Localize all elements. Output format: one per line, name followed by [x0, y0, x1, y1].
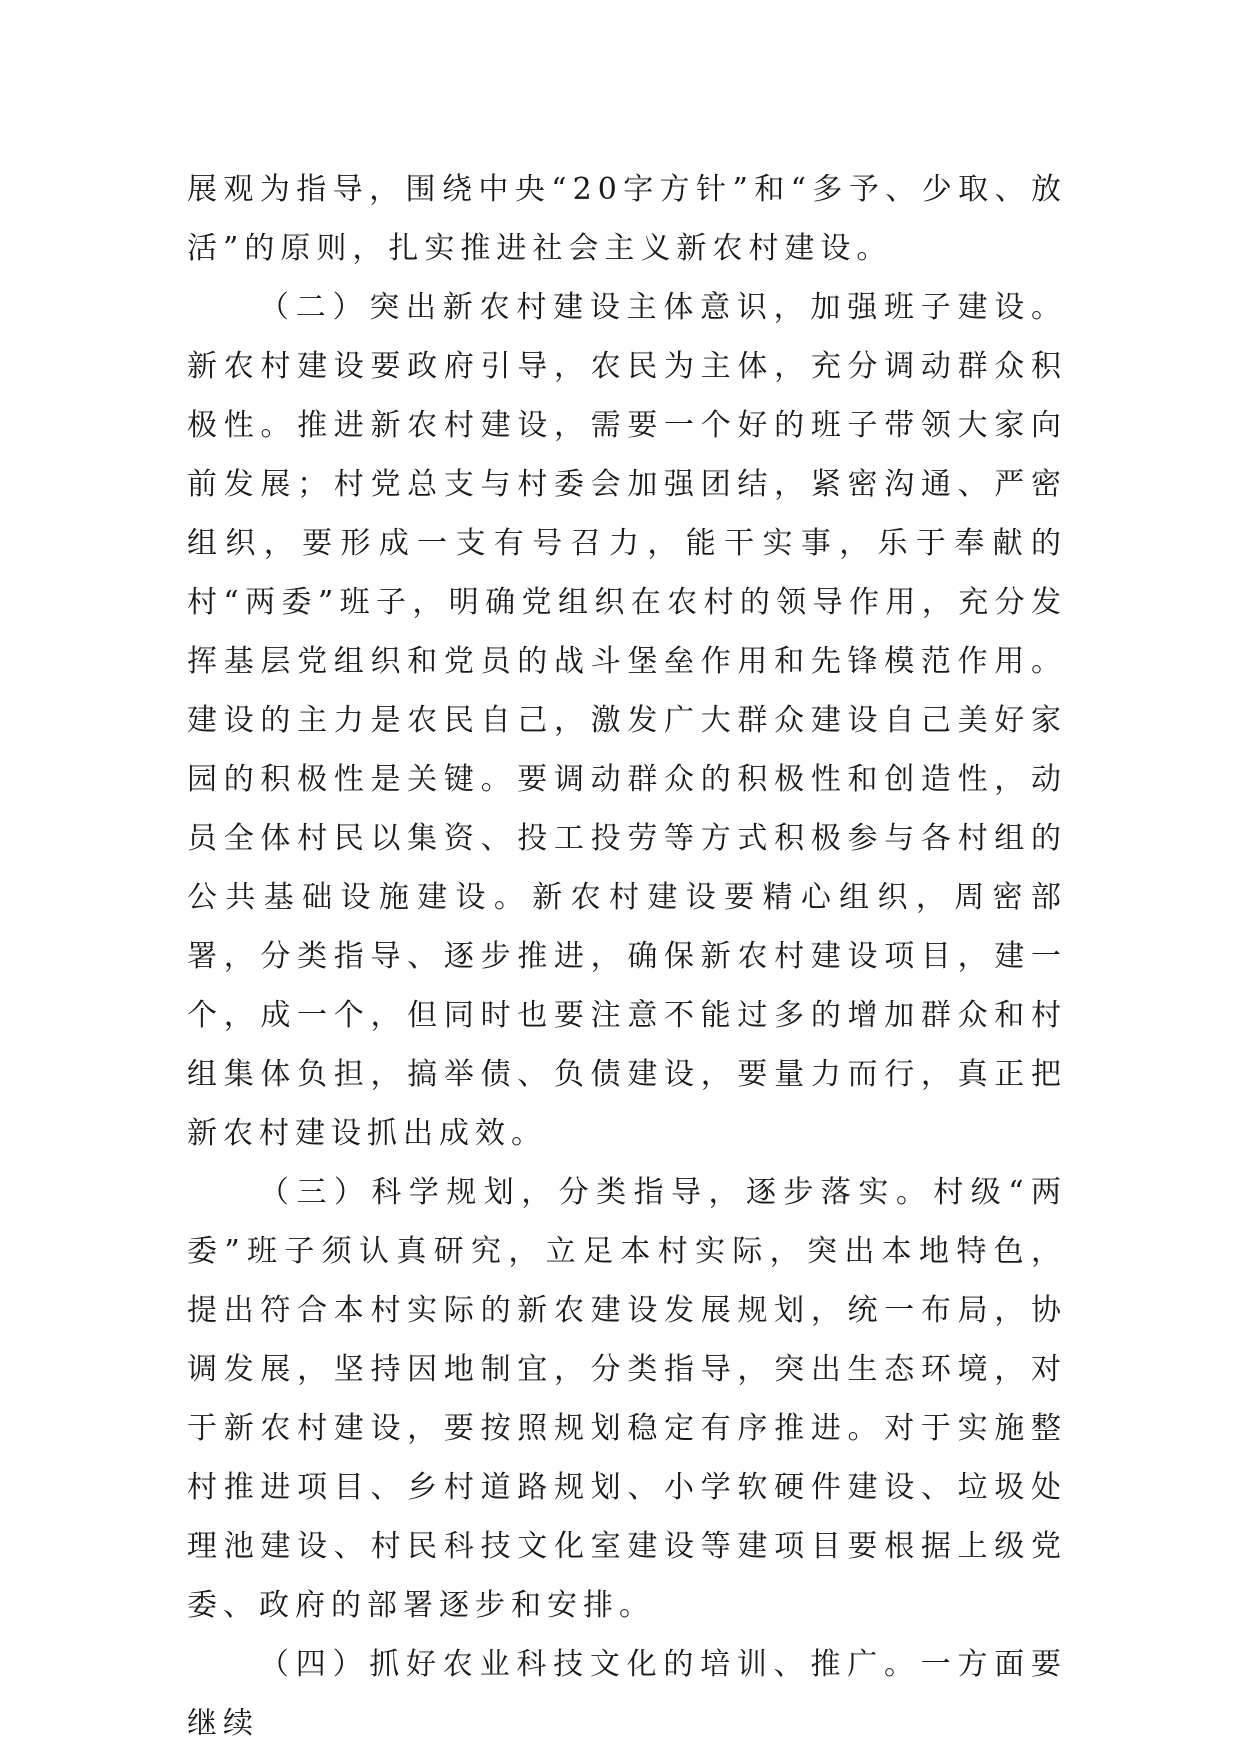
body-text	[187, 160, 1067, 1753]
paragraph-section-4: （四）抓好农业科技文化的培训、推广。一方面要继续	[187, 1647, 1067, 1741]
paragraph-section-3: （三）科学规划，分类指导，逐步落实。村级“两委”班子须认真研究，立足本村实际，突出本地特色，提出符合本村实际的新农建设发展规划，统一布局，协调发展，坚持因地制宜，分类指导，突出生态环境，对于新农村建设，要按照规划稳定有序推进。对于实施整村推进项目、乡村道路规划、小学软硬件建设、垃圾处理池建设、村民科技文化室建设等建项目要根据上级党委、政府的部署逐步和安排。	[187, 1175, 1067, 1623]
paragraph-section-2: （二）突出新农村建设主体意识，加强班子建设。新农村建设要政府引导，农民为主体，充分调动群众积极性。推进新农村建设，需要一个好的班子带领大家向前发展；村党总支与村委会加强团结，紧密沟通、严密组织，要形成一支有号召力，能干实事，乐于奉献的村“两委”班子，明确党组织在农村的领导作用，充分发挥基层党组织和党员的战斗堡垒作用和先锋模范作用。建设的主力是农民自己，激发广大群众建设自己美好家园的积极性是关键。要调动群众的积极性和创造性，动员全体村民以集资、投工投劳等方式积极参与各村组的公共基础设施建设。新农村建设要精心组织，周密部署，分类指导、逐步推进，确保新农村建设项目，建一个，成一个，但同时也要注意不能过多的增加群众和村组集体负担，搞举债、负债建设，要量力而行，真正把新农村建设抓出成效。	[187, 290, 1067, 1151]
paragraph-continuation: 展观为指导，围绕中央“20字方针”和“多予、少取、放活”的原则，扎实推进社会主义新农村建设。	[187, 172, 1067, 266]
